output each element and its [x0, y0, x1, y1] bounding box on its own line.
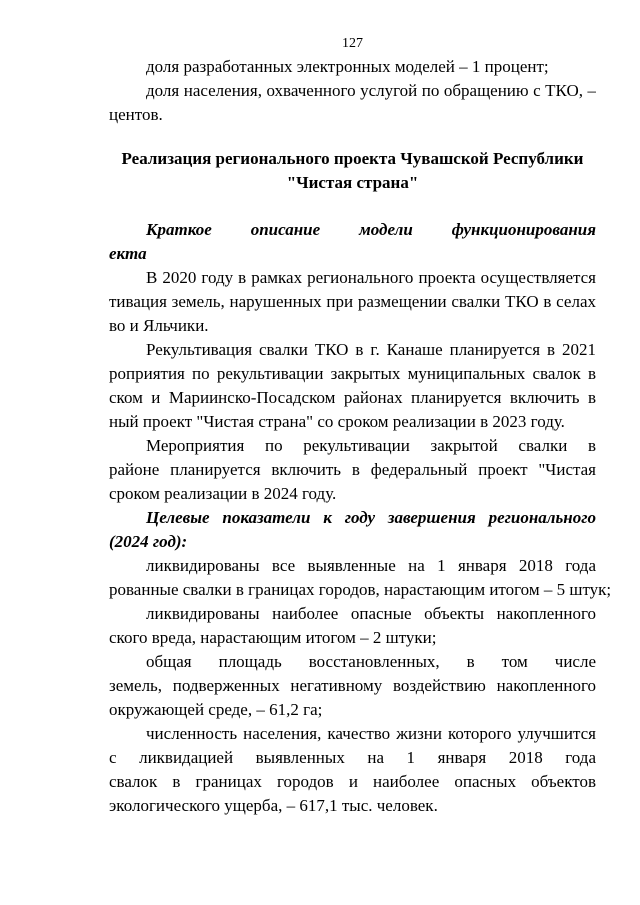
paragraph-line: свалок в границах городов и наиболее опасных объектов [109, 772, 596, 791]
paragraph-line: ликвидированы все выявленные на 1 января 2018 года [146, 556, 596, 575]
paragraph-line: с ликвидацией выявленных на 1 января 2018 года [109, 748, 596, 767]
paragraph-line: экологического ущерба, – 617,1 тыс. человек. [109, 796, 438, 815]
paragraph-line: ском и Мариинско-Посадском районах планируется включить в [109, 388, 596, 407]
intro-line: центов. [109, 105, 163, 124]
paragraph-line: ный проект "Чистая страна" со сроком реализации в 2023 году. [109, 412, 565, 431]
paragraph-line: Мероприятия по рекультивации закрытой свалки в [146, 436, 596, 455]
targets-heading [109, 506, 596, 554]
paragraph-line: ликвидированы наиболее опасные объекты накопленного [146, 604, 596, 623]
project-heading-line: Реализация регионального проекта Чувашской Республики [121, 149, 584, 168]
intro-line: доля населения, охваченного услугой по обращению с ТКО, – [146, 81, 596, 100]
paragraph-line: тивация земель, нарушенных при размещении свалки ТКО в селах [109, 292, 596, 311]
model-heading [109, 218, 596, 266]
intro-block [109, 55, 596, 127]
target-item [109, 554, 612, 602]
paragraph-line: рованные свалки в границах городов, нарастающим итогом – 5 штук; [109, 580, 612, 599]
project-heading-line: "Чистая страна" [286, 173, 419, 192]
paragraph-line: ского вреда, нарастающим итогом – 2 штуки; [109, 628, 437, 647]
paragraph-line: В 2020 году в рамках регионального проекта осуществляется [146, 268, 596, 287]
targets-heading-line: Целевые показатели к году завершения регионального [146, 508, 596, 527]
paragraph-line: численность населения, качество жизни которого улучшится [146, 724, 596, 743]
targets-heading-line: (2024 год): [109, 532, 188, 551]
target-item [109, 722, 596, 818]
model-heading-line: Краткое описание модели функционирования [146, 220, 596, 239]
project-heading [109, 147, 596, 195]
paragraph-line: районе планируется включить в федеральный проект "Чистая [109, 460, 596, 479]
model-paragraph [109, 434, 596, 506]
model-paragraph [109, 338, 596, 434]
document-page [109, 34, 612, 818]
target-item [109, 650, 596, 722]
paragraph-line: сроком реализации в 2024 году. [109, 484, 337, 503]
paragraph-line: Рекультивация свалки ТКО в г. Канаше планируется в 2021 [146, 340, 596, 359]
intro-line: доля разработанных электронных моделей – 1 процент; [146, 57, 549, 76]
target-item [109, 602, 596, 650]
paragraph-line: земель, подверженных негативному воздействию накопленного [109, 676, 596, 695]
paragraph-line: общая площадь восстановленных, в том числе [146, 652, 596, 671]
model-heading-line: екта [109, 244, 147, 263]
paragraph-line: во и Яльчики. [109, 316, 209, 335]
paragraph-line: роприятия по рекультивации закрытых муниципальных свалок в [109, 364, 596, 383]
page-number: 127 [342, 36, 363, 51]
model-paragraph [109, 266, 596, 338]
paragraph-line: окружающей среде, – 61,2 га; [109, 700, 323, 719]
